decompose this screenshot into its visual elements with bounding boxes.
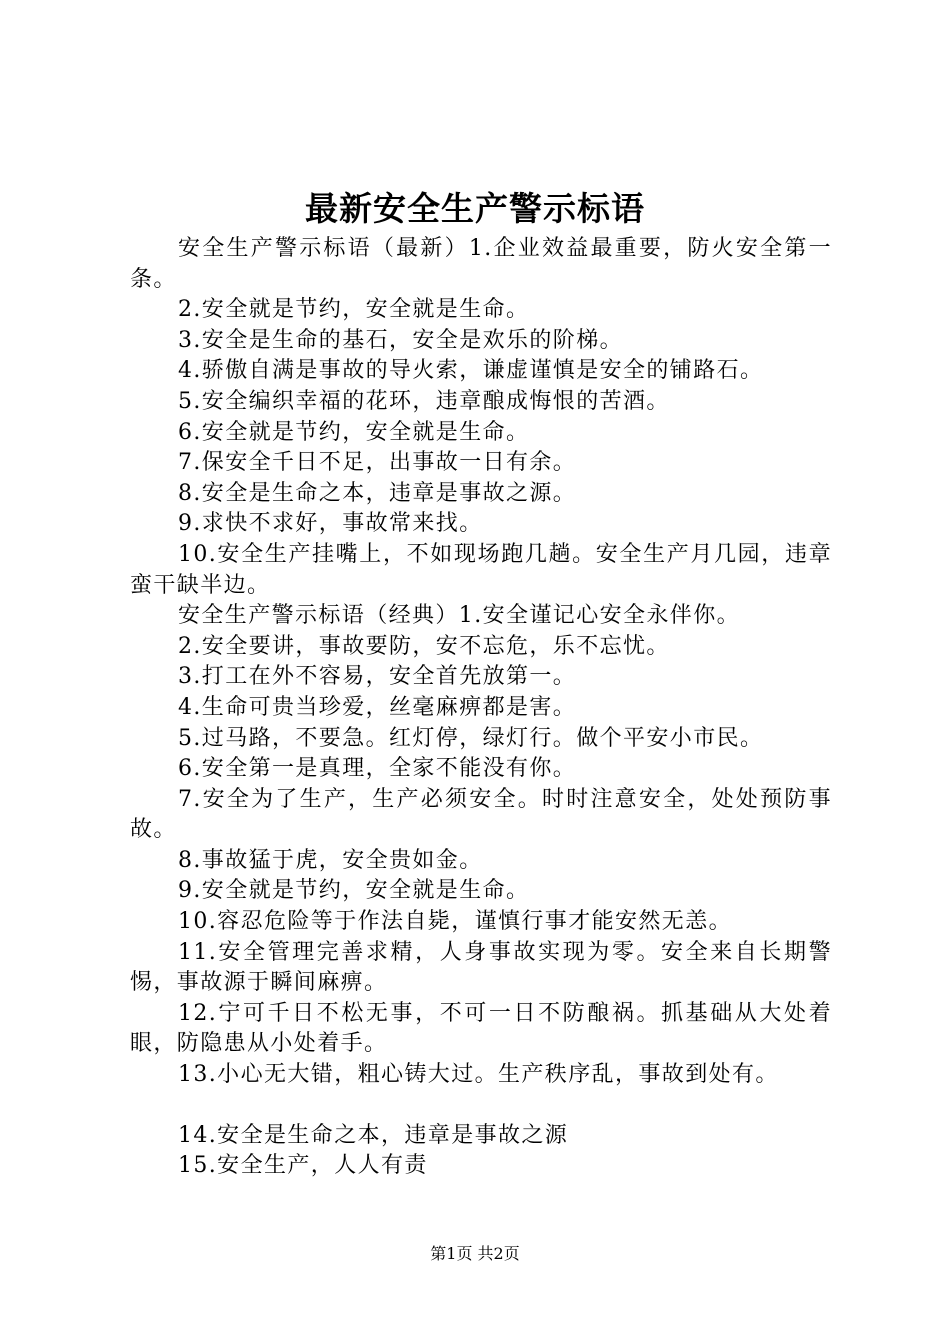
paragraph: 12.宁可千日不松无事，不可一日不防酿祸。抓基础从大处着眼，防隐患从小处着手。 — [130, 1000, 832, 1057]
page-footer: 第1页 共2页 — [430, 1244, 520, 1263]
paragraph: 2.安全要讲，事故要防，安不忘危，乐不忘忧。 — [178, 633, 670, 659]
paragraph: 14.安全是生命之本，违章是事故之源 — [178, 1122, 569, 1148]
paragraph: 5.安全编织幸福的花环，违章酿成悔恨的苦酒。 — [178, 388, 670, 414]
paragraph: 9.求快不求好，事故常来找。 — [178, 511, 483, 537]
document-body — [130, 234, 832, 1182]
paragraph: 7.安全为了生产，生产必须安全。时时注意安全，处处预防事故。 — [130, 786, 832, 843]
paragraph: 4.骄傲自满是事故的导火索，谦虚谨慎是安全的铺路石。 — [178, 358, 764, 384]
paragraph: 10.安全生产挂嘴上，不如现场跑几趟。安全生产月几园，违章蛮干缺半边。 — [130, 541, 832, 598]
paragraph: 7.保安全千日不足，出事故一日有余。 — [178, 450, 577, 476]
paragraph: 安全生产警示标语（最新）1.企业效益最重要，防火安全第一条。 — [130, 236, 832, 292]
paragraph: 2.安全就是节约，安全就是生命。 — [178, 297, 530, 323]
paragraph: 6.安全第一是真理，全家不能没有你。 — [178, 756, 577, 782]
paragraph: 6.安全就是节约，安全就是生命。 — [178, 419, 530, 445]
paragraph: 13.小心无大错，粗心铸大过。生产秩序乱，事故到处有。 — [178, 1062, 779, 1088]
paragraph: 8.安全是生命之本，违章是事故之源。 — [178, 480, 577, 506]
paragraph: 11.安全管理完善求精，人身事故实现为零。安全来自长期警惕，事故源于瞬间麻痹。 — [130, 939, 832, 996]
paragraph: 5.过马路，不要急。红灯停，绿灯行。做个平安小市民。 — [178, 725, 764, 751]
paragraph: 15.安全生产，人人有责 — [178, 1153, 428, 1179]
paragraph: 9.安全就是节约，安全就是生命。 — [178, 878, 530, 904]
paragraph: 8.事故猛于虎，安全贵如金。 — [178, 847, 483, 873]
paragraph: 3.安全是生命的基石，安全是欢乐的阶梯。 — [178, 327, 623, 353]
paragraph: 安全生产警示标语（经典）1.安全谨记心安全永伴你。 — [178, 603, 740, 629]
paragraph: 4.生命可贵当珍爱，丝毫麻痹都是害。 — [178, 694, 577, 720]
document-title: 最新安全生产警示标语 — [305, 189, 645, 228]
paragraph: 3.打工在外不容易，安全首先放第一。 — [178, 664, 577, 690]
paragraph-gap — [130, 1091, 832, 1121]
paragraph: 10.容忍危险等于作法自毙，谨慎行事才能安然无恙。 — [178, 909, 732, 935]
